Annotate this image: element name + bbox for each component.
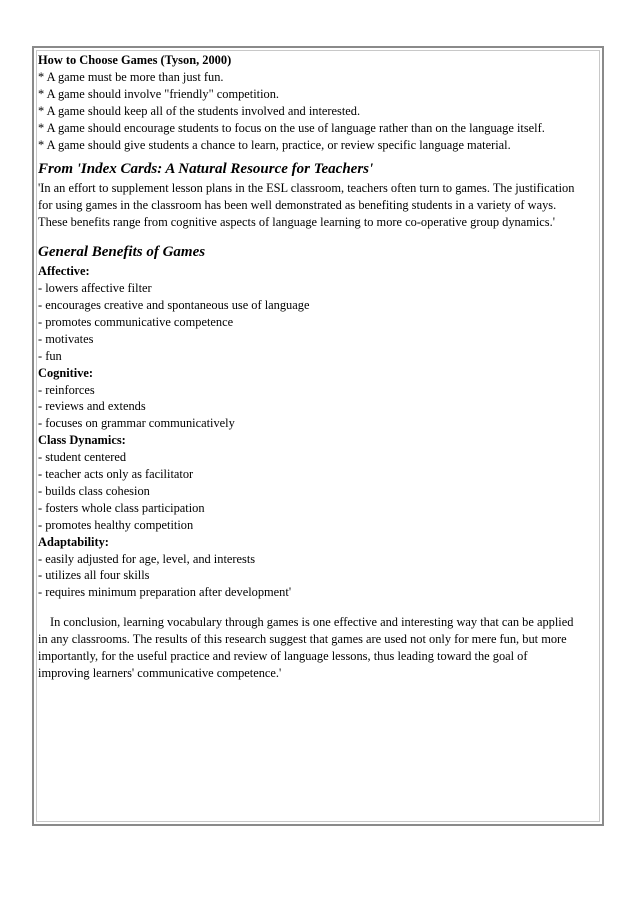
conclusion-line: in any classrooms. The results of this research suggest that games are used not only for mere fun, but more bbox=[38, 632, 567, 647]
list-item: * A game should encourage students to focus on the use of language rather than on the language itself. bbox=[38, 120, 545, 135]
list-item: - motivates bbox=[38, 331, 94, 346]
document-content bbox=[38, 52, 600, 682]
list-item: - fosters whole class participation bbox=[38, 500, 205, 515]
group-label-affective: Affective: bbox=[38, 264, 90, 279]
conclusion-line: improving learners' communicative competence.' bbox=[38, 666, 282, 680]
section-heading-general-benefits: General Benefits of Games bbox=[38, 244, 206, 261]
paragraph-line: These benefits range from cognitive aspects of language learning to more co-operative group dynamics.' bbox=[38, 215, 555, 230]
conclusion-line: In conclusion, learning vocabulary through games is one effective and interesting way that can be applied bbox=[50, 615, 574, 630]
list-item: - reviews and extends bbox=[38, 399, 146, 414]
spacer bbox=[38, 601, 600, 614]
list-item: * A game must be more than just fun. bbox=[38, 69, 224, 84]
list-item: - student centered bbox=[38, 450, 127, 465]
list-item: - utilizes all four skills bbox=[38, 568, 150, 583]
list-item: - promotes communicative competence bbox=[38, 314, 234, 329]
section-heading-index-cards: From 'Index Cards: A Natural Resource for Teachers' bbox=[38, 161, 374, 178]
list-item: - reinforces bbox=[38, 382, 95, 397]
conclusion-line: importantly, for the useful practice and review of language lessons, thus leading toward the goal of bbox=[38, 649, 528, 664]
group-label-adaptability: Adaptability: bbox=[38, 534, 109, 549]
list-item: * A game should keep all of the students involved and interested. bbox=[38, 103, 361, 118]
list-item: - encourages creative and spontaneous use of language bbox=[38, 297, 310, 312]
list-item: - focuses on grammar communicatively bbox=[38, 416, 235, 431]
group-label-cognitive: Cognitive: bbox=[38, 365, 94, 380]
list-item: - fun bbox=[38, 348, 62, 363]
list-item: - easily adjusted for age, level, and interests bbox=[38, 551, 256, 566]
group-label-class-dynamics: Class Dynamics: bbox=[38, 433, 126, 448]
list-item: - lowers affective filter bbox=[38, 281, 152, 296]
paragraph-line: 'In an effort to supplement lesson plans in the ESL classroom, teachers often turn to games. The justification bbox=[38, 181, 575, 196]
list-item: * A game should give students a chance to learn, practice, or review specific language material. bbox=[38, 137, 511, 152]
list-item: - builds class cohesion bbox=[38, 483, 150, 498]
section-title-how-to-choose-games: How to Choose Games (Tyson, 2000) bbox=[38, 53, 232, 67]
list-item: - teacher acts only as facilitator bbox=[38, 467, 194, 482]
list-item: - requires minimum preparation after development' bbox=[38, 585, 292, 600]
list-item: - promotes healthy competition bbox=[38, 517, 194, 532]
list-item: * A game should involve "friendly" competition. bbox=[38, 86, 280, 101]
paragraph-line: for using games in the classroom has been well demonstrated as benefiting students in a variety of ways. bbox=[38, 198, 557, 213]
